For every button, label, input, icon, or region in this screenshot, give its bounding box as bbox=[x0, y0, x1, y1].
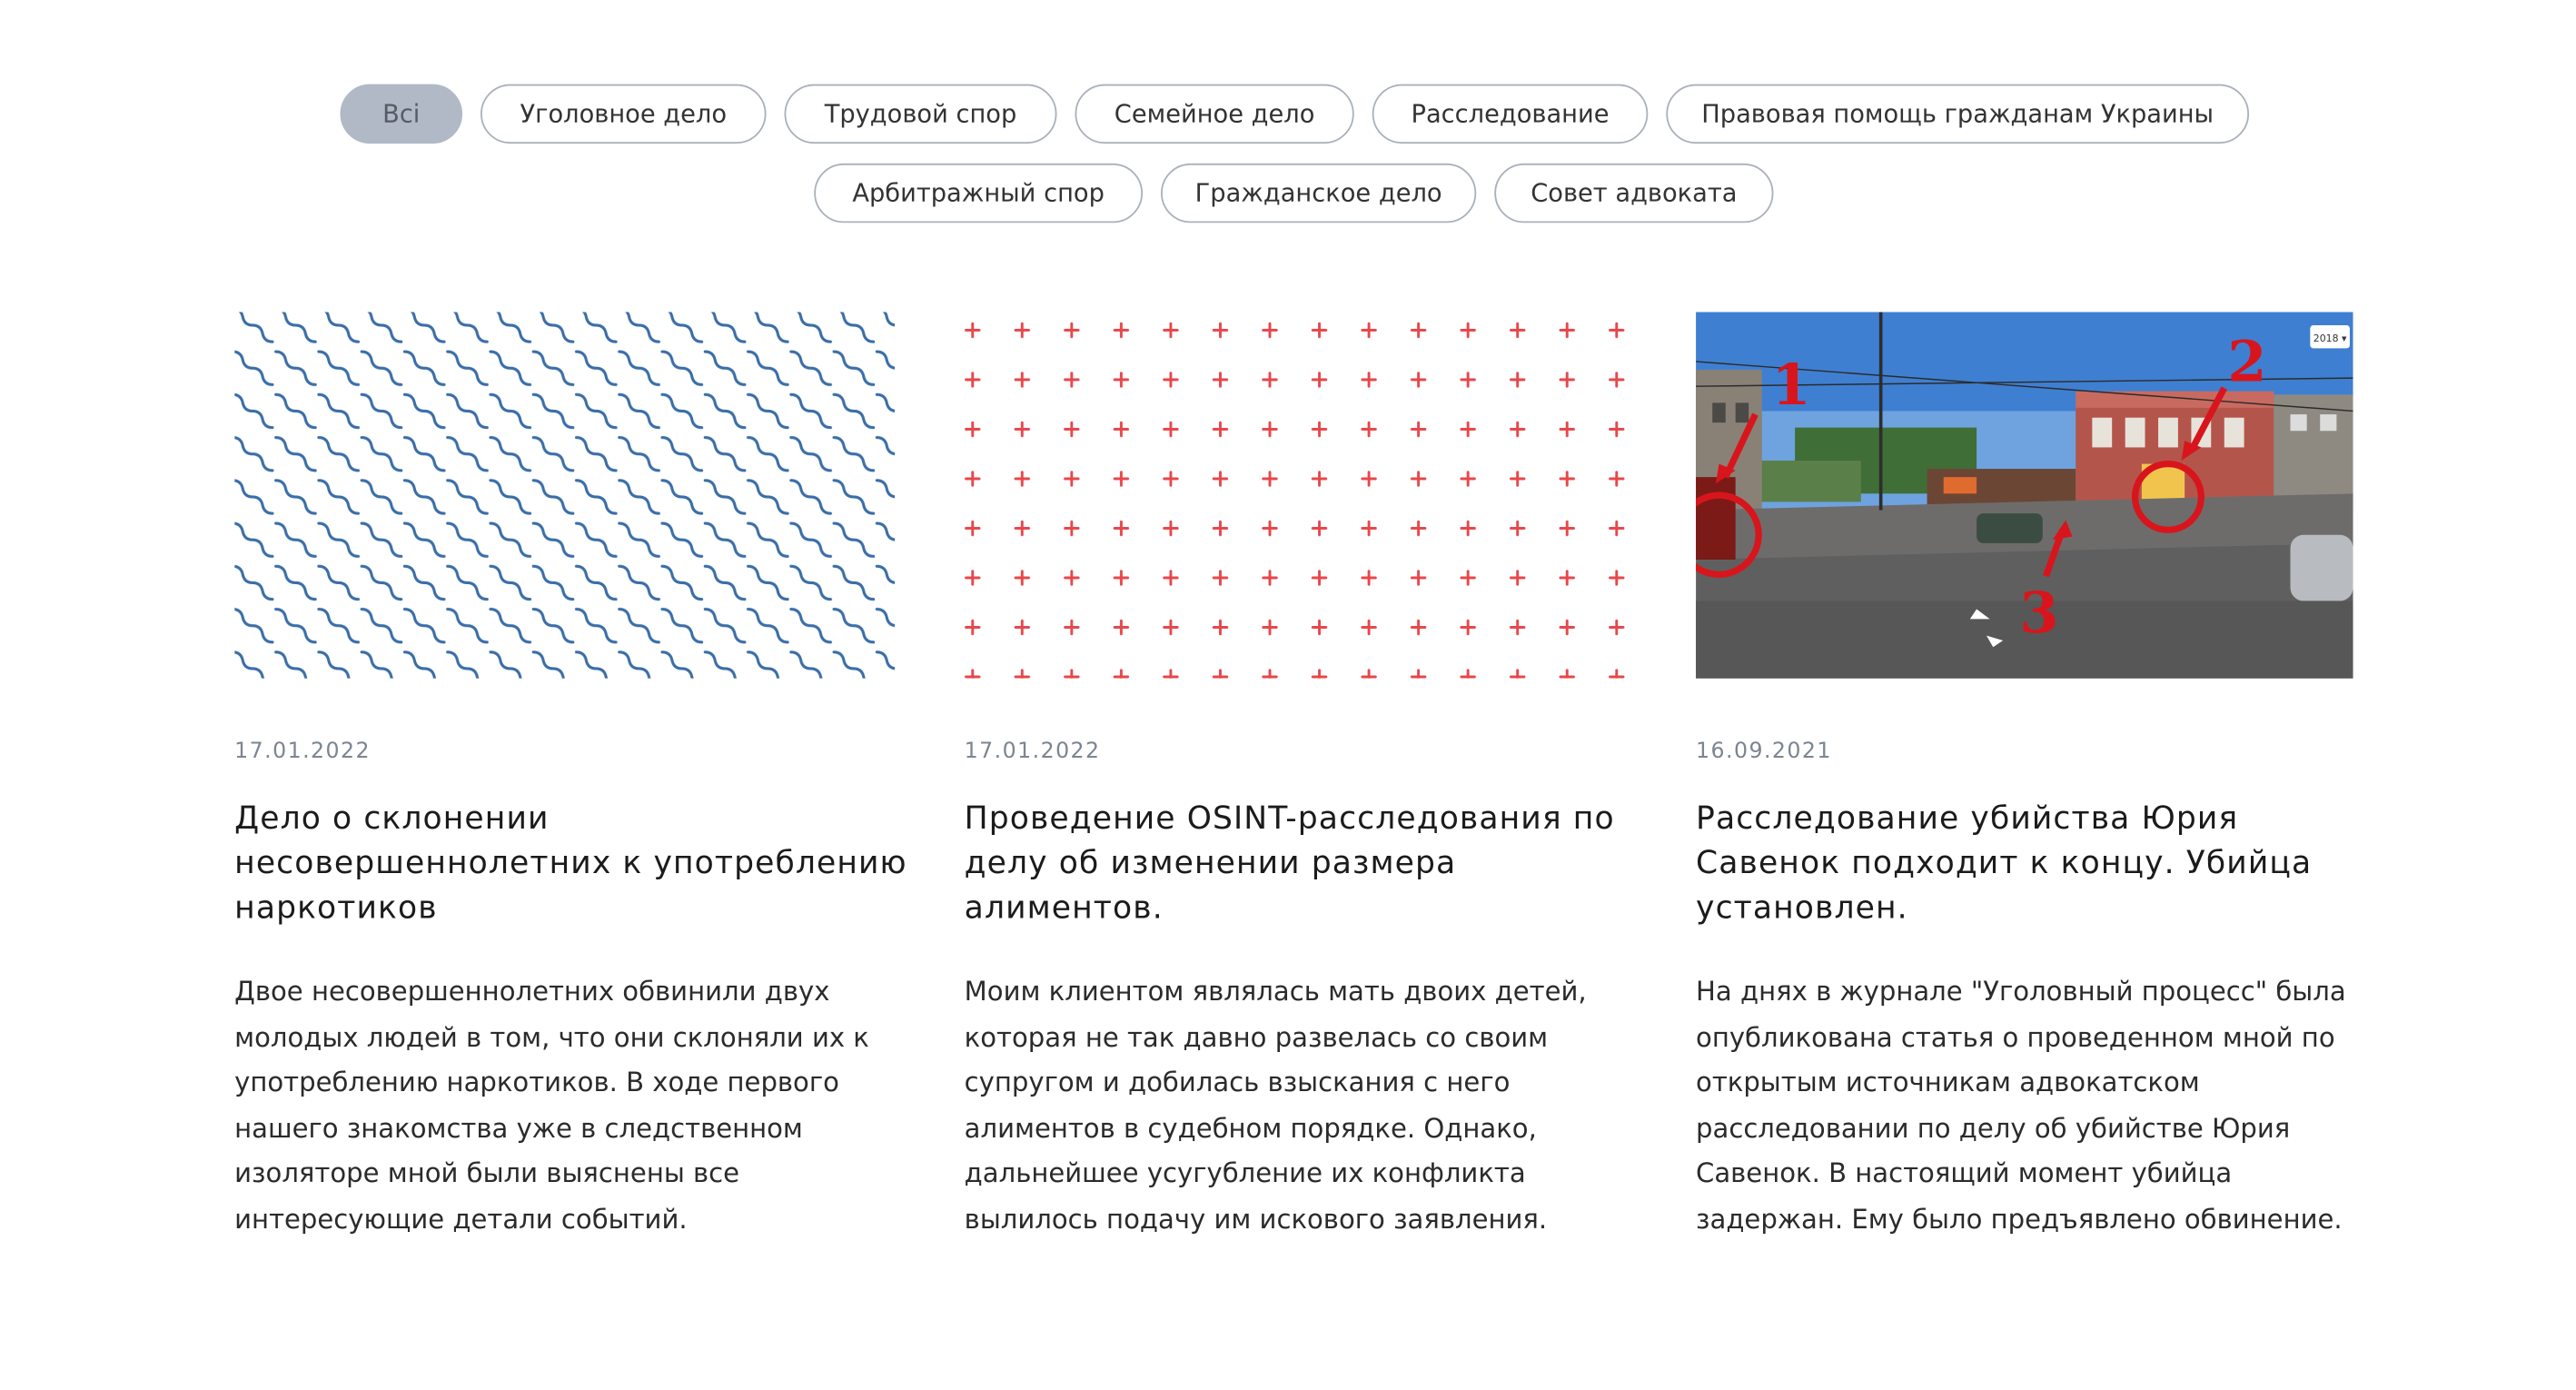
article-thumbnail-plus-pattern[interactable] bbox=[965, 312, 1625, 678]
year-badge: 2018 ▾ bbox=[2313, 333, 2347, 345]
filter-chip-arbitration-dispute[interactable]: Арбитражный спор bbox=[814, 164, 1143, 223]
article-thumbnail-street-photo[interactable] bbox=[1696, 312, 2356, 678]
filter-chip-investigation[interactable]: Расследование bbox=[1372, 84, 1649, 144]
marker-label-2: 2 bbox=[2227, 328, 2267, 395]
filter-chip-civil-case[interactable]: Гражданское дело bbox=[1161, 164, 1476, 223]
marker-label-1: 1 bbox=[1771, 352, 1811, 419]
wave-pattern-image bbox=[234, 312, 895, 678]
article-card bbox=[234, 312, 907, 1235]
article-date: 17.01.2022 bbox=[234, 740, 372, 765]
article-excerpt: На днях в журнале "Уголовный процесс" была опубликована статья о проведенном мной по открытым источникам адвокатском расследовании по делу об убийстве Юрия Савенок. В настоящий момент убийца задержан. Ему было предъявлено обвинение. bbox=[1696, 975, 2346, 1235]
article-excerpt: Двое несовершеннолетних обвинили двух молодых людей в том, что они склоняли их к употреблению наркотиков. В ходе первого нашего знакомства уже в следственном изоляторе мной были выяснены все интересующие детали событий. bbox=[234, 975, 869, 1235]
article-title[interactable]: Расследование убийства Юрия Савенок подходит к концу. Убийца установлен. bbox=[1696, 800, 2313, 927]
marker-label-3: 3 bbox=[2019, 579, 2059, 646]
filter-chip-criminal-case[interactable]: Уголовное дело bbox=[481, 84, 767, 144]
article-date: 17.01.2022 bbox=[964, 740, 1101, 765]
filter-chip-lawyer-advice[interactable]: Совет адвоката bbox=[1494, 164, 1773, 223]
article-excerpt: Моим клиентом являлась мать двоих детей, которая не так давно развелась со своим супругом и добилась взыскания с него алиментов в судебном порядке. Однако, дальнейшее усугубление их конфликта вылилось подачу им искового заявления. bbox=[964, 975, 1587, 1235]
filter-chip-all[interactable]: Всі bbox=[340, 84, 462, 144]
article-thumbnail-wave-pattern[interactable] bbox=[234, 312, 895, 678]
article-card bbox=[964, 312, 1625, 1235]
filter-chip-labor-dispute[interactable]: Трудовой спор bbox=[785, 84, 1057, 144]
article-title[interactable]: Проведение OSINT-расследования по делу об изменении размера алиментов. bbox=[964, 800, 1615, 927]
street-view-photo bbox=[1696, 312, 2353, 678]
article-card bbox=[1696, 312, 2356, 1235]
filter-chip-family-case[interactable]: Семейное дело bbox=[1075, 84, 1353, 144]
filter-chip-ukraine-legal-aid[interactable]: Правовая помощь гражданам Украины bbox=[1666, 84, 2249, 144]
plus-pattern-image bbox=[965, 312, 1625, 678]
article-title[interactable]: Дело о склонении несовершеннолетних к употреблению наркотиков bbox=[234, 800, 907, 927]
article-date: 16.09.2021 bbox=[1696, 740, 1832, 765]
